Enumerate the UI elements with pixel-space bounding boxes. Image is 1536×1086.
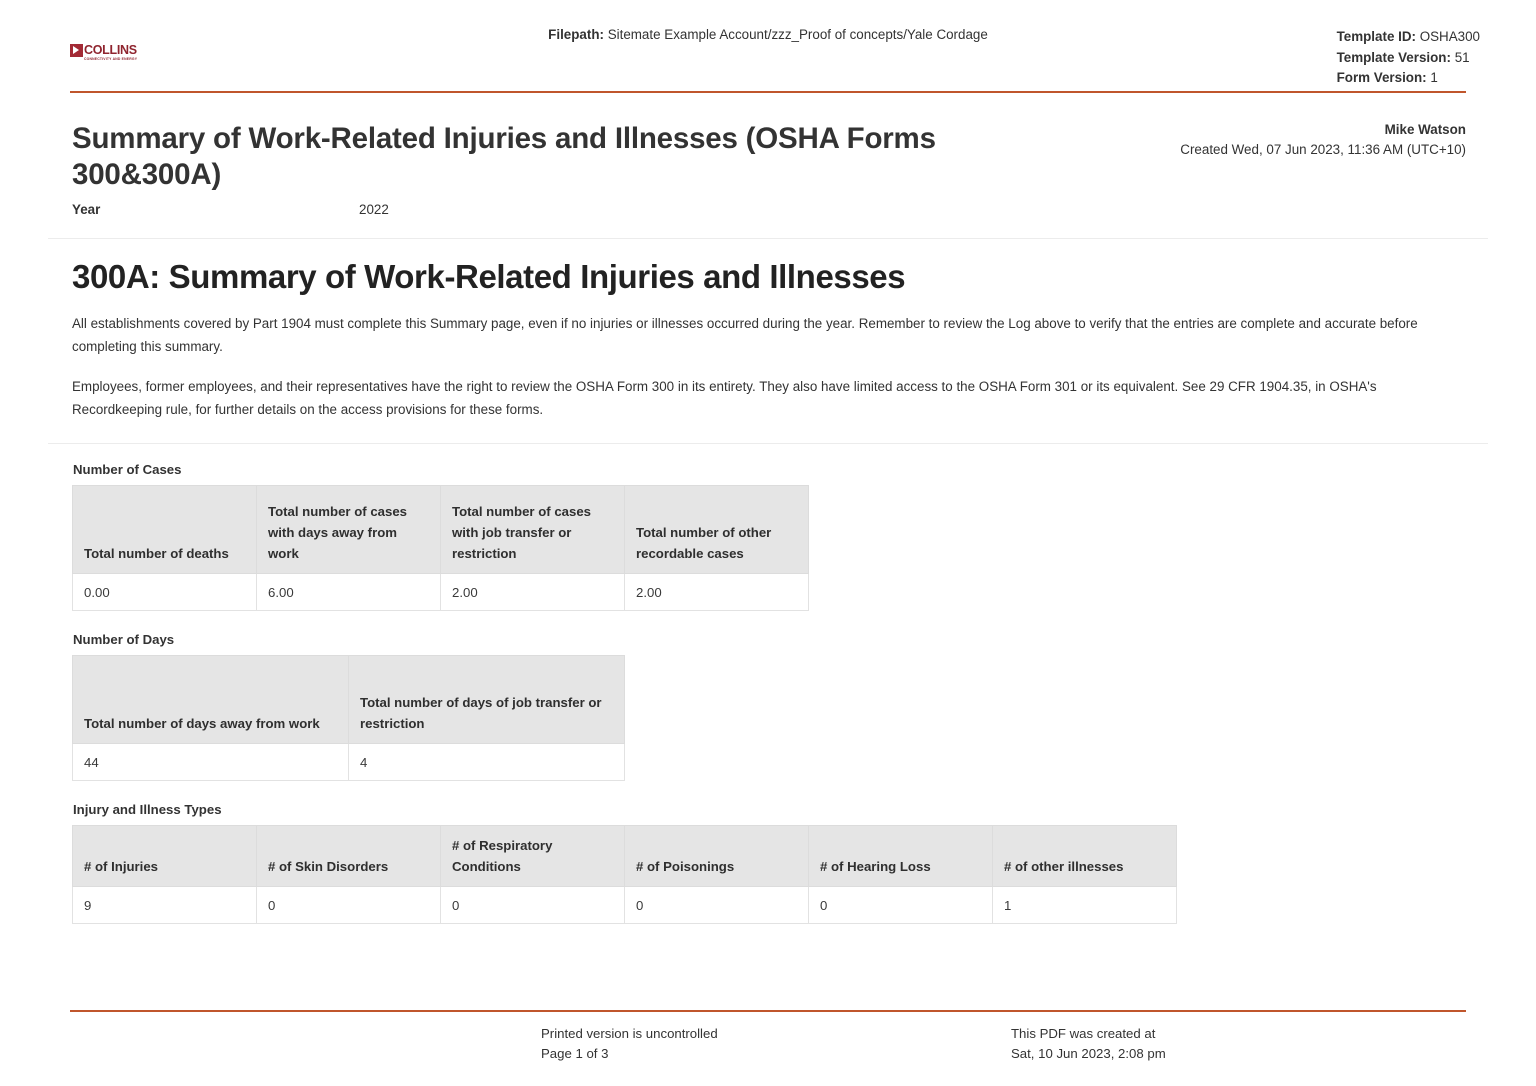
column-header: Total number of deaths	[73, 486, 257, 574]
footer-right	[768, 1024, 1536, 1064]
filepath-value: Sitemate Example Account/zzz_Proof of concepts/Yale Cordage	[607, 27, 988, 42]
table-cell: 4	[349, 744, 625, 781]
section-300a	[0, 239, 1536, 421]
year-value: 2022	[359, 202, 389, 217]
table-cell: 0	[257, 887, 441, 924]
created-timestamp: Created Wed, 07 Jun 2023, 11:36 AM (UTC+10)	[1180, 142, 1466, 157]
table-header-row	[73, 826, 1177, 887]
template-id-label: Template ID:	[1336, 29, 1416, 44]
table-header-row	[73, 656, 625, 744]
table-cell: 2.00	[625, 574, 809, 611]
pdf-created-label: This PDF was created at	[1011, 1026, 1156, 1041]
document-header	[0, 0, 1536, 92]
table-cell: 0	[809, 887, 993, 924]
filepath	[0, 27, 1536, 42]
logo-tagline: CONNECTIVITY AND ENERGY	[84, 57, 138, 61]
table-cell: 0.00	[73, 574, 257, 611]
column-header: # of Respiratory Conditions	[441, 826, 625, 887]
filepath-label: Filepath:	[548, 27, 604, 42]
page-number: Page 1 of 3	[541, 1046, 609, 1061]
types-table-caption: Injury and Illness Types	[73, 802, 222, 817]
table-cell: 9	[73, 887, 257, 924]
column-header: # of Hearing Loss	[809, 826, 993, 887]
column-header: # of Skin Disorders	[257, 826, 441, 887]
table-cell: 0	[441, 887, 625, 924]
number-of-cases-table	[72, 485, 809, 611]
footer-accent-rule	[70, 1010, 1466, 1012]
injury-illness-types-table	[72, 825, 1177, 924]
table-cell: 6.00	[257, 574, 441, 611]
year-label: Year	[72, 202, 101, 217]
template-id-value: OSHA300	[1419, 29, 1480, 44]
section-paragraph-1: All establishments covered by Part 1904 must complete this Summary page, even if no injuries or illnesses occurred during the year. Remember to review the Log above to verify that the entries are complete and accurate before completing this summary.	[72, 316, 1418, 354]
template-version-label: Template Version:	[1336, 49, 1451, 65]
company-logo	[70, 44, 137, 62]
pdf-created-timestamp: Sat, 10 Jun 2023, 2:08 pm	[1011, 1046, 1166, 1061]
table-row	[73, 574, 809, 611]
footer-left	[0, 1024, 768, 1064]
form-version-row	[1337, 68, 1480, 89]
logo-text	[84, 44, 137, 62]
year-field-row	[0, 200, 1536, 238]
column-header: # of other illnesses	[993, 826, 1177, 887]
column-header: Total number of cases with days away from work	[257, 486, 441, 574]
number-of-days-table	[72, 655, 625, 781]
form-version-value: 1	[1430, 70, 1438, 85]
document-footer	[0, 1004, 1536, 1086]
column-header: Total number of days of job transfer or restriction	[349, 656, 625, 744]
author-block	[1180, 120, 1466, 160]
title-block	[0, 92, 1536, 200]
table-cell: 1	[993, 887, 1177, 924]
table-cell: 44	[73, 744, 349, 781]
column-header: Total number of cases with job transfer or restriction	[441, 486, 625, 574]
template-version-value: 51	[1454, 49, 1470, 65]
template-version-row	[1337, 48, 1480, 69]
table-row	[73, 887, 1177, 924]
uncontrolled-notice: Printed version is uncontrolled	[541, 1026, 718, 1041]
column-header: # of Poisonings	[625, 826, 809, 887]
table-cell: 2.00	[441, 574, 625, 611]
tables-region	[0, 444, 1536, 924]
cases-table-caption: Number of Cases	[73, 462, 182, 477]
column-header: # of Injuries	[73, 826, 257, 887]
column-header: Total number of other recordable cases	[625, 486, 809, 574]
section-paragraph-2: Employees, former employees, and their representatives have the right to review the OSHA Form 300 in its entirety. They also have limited access to the OSHA Form 301 or its equivalent. See 29 CFR 1904.35, in OSHA's Recordkeeping rule, for further details on the access provisions for these forms.	[72, 379, 1377, 417]
template-id-row	[1337, 27, 1480, 48]
days-table-caption: Number of Days	[73, 632, 175, 647]
logo-wordmark: COLLINS	[84, 43, 137, 57]
table-cell: 0	[625, 887, 809, 924]
table-header-row	[73, 486, 809, 574]
section-heading: 300A: Summary of Work-Related Injuries and Illnesses	[72, 258, 906, 295]
collins-logo-mark-icon	[70, 44, 83, 57]
table-row	[73, 744, 625, 781]
footer-columns	[0, 1024, 1536, 1064]
template-metadata	[1337, 27, 1480, 89]
form-version-label: Form Version:	[1336, 70, 1427, 85]
column-header: Total number of days away from work	[73, 656, 349, 744]
page-title: Summary of Work-Related Injuries and Illnesses (OSHA Forms 300&300A)	[72, 122, 936, 191]
author-name: Mike Watson	[1384, 122, 1466, 137]
